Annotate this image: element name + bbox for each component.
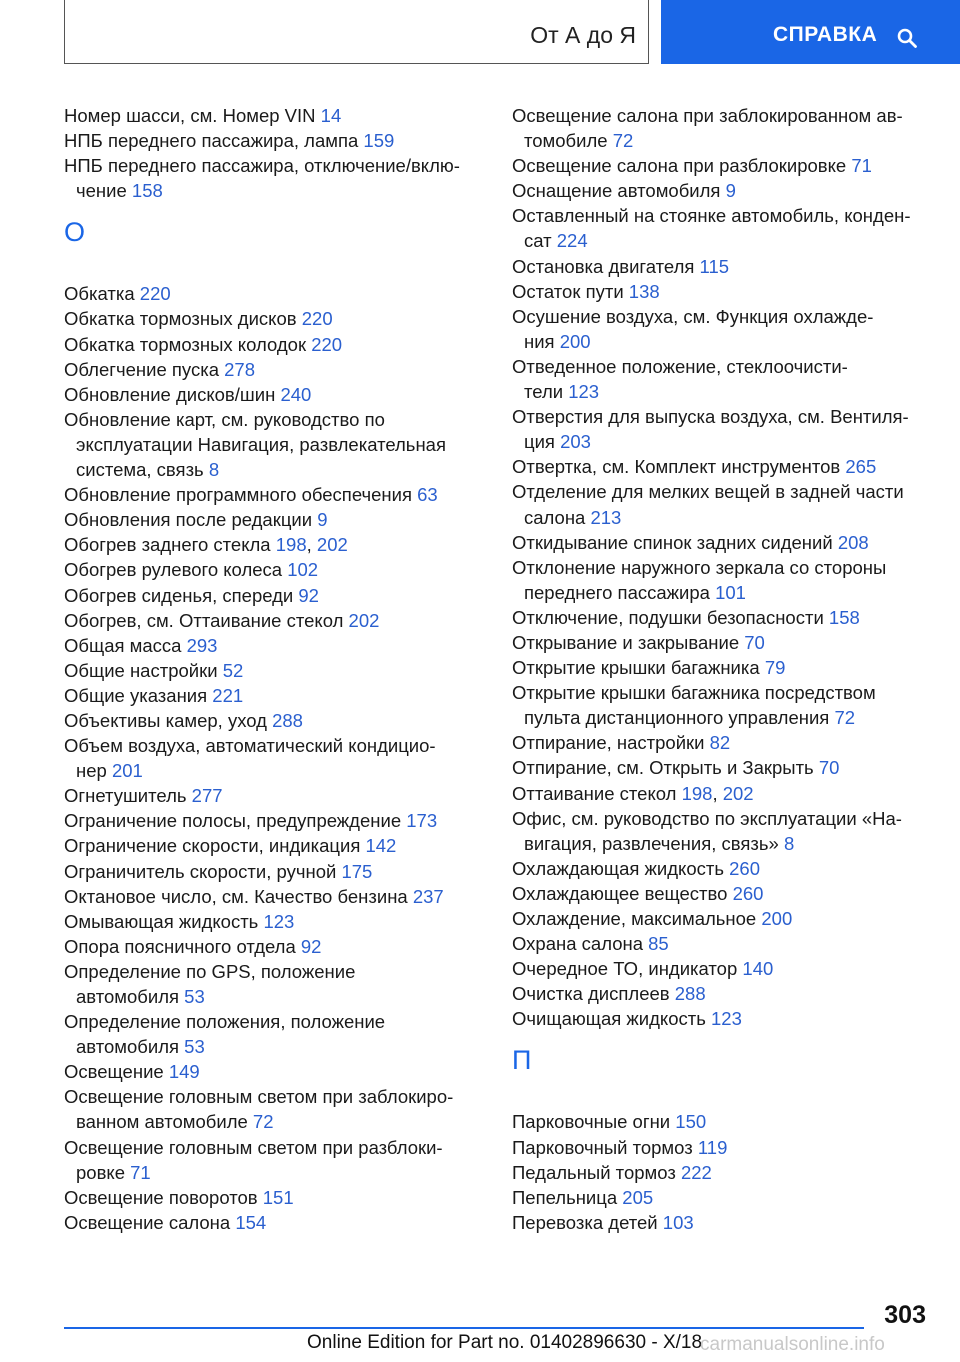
index-term: переднего пассажира xyxy=(524,581,710,603)
page-link[interactable]: 200 xyxy=(559,330,591,352)
footer-divider xyxy=(64,1327,864,1329)
index-entry xyxy=(512,1006,942,1031)
index-entry xyxy=(64,153,484,203)
index-term: эксплуатации Навигация, развлекательная xyxy=(76,433,446,455)
index-term: НПБ переднего пассажира, отключение/вклю- xyxy=(64,155,460,177)
index-entry xyxy=(64,357,484,382)
page-link[interactable]: 119 xyxy=(697,1136,728,1158)
index-term: Отпирание, настройки xyxy=(512,732,705,754)
page-link[interactable]: 208 xyxy=(837,531,869,553)
index-term: Обогрев сиденья, спереди xyxy=(64,584,294,606)
index-term: Охрана салона xyxy=(512,933,643,955)
page-link[interactable]: 70 xyxy=(818,757,840,779)
page-link[interactable]: 159 xyxy=(363,130,395,152)
index-entry xyxy=(512,203,942,253)
index-entry xyxy=(512,931,942,956)
page-link[interactable]: 220 xyxy=(139,283,171,305)
index-entry xyxy=(64,507,484,532)
index-term: Пепельница xyxy=(512,1186,618,1208)
index-term: Открывание и закрывание xyxy=(512,631,740,653)
index-entry xyxy=(64,1185,484,1210)
index-term: вигация, развлечения, связь» xyxy=(524,832,779,854)
page-link[interactable]: 92 xyxy=(300,935,322,957)
page-link[interactable]: 293 xyxy=(186,634,218,656)
index-term: нер xyxy=(76,760,107,782)
page-link[interactable]: 71 xyxy=(851,155,872,177)
index-entry xyxy=(512,655,942,680)
index-term: Перевозка детей xyxy=(512,1211,658,1233)
index-term: Определение по GPS, положение xyxy=(64,960,356,982)
page-link[interactable]: 63 xyxy=(417,484,438,506)
index-entry xyxy=(512,755,942,780)
index-term: система, связь xyxy=(76,459,204,481)
index-term: томобиле xyxy=(524,130,608,152)
index-term: Парковочный тормоз xyxy=(512,1136,693,1158)
index-entry xyxy=(512,981,942,1006)
index-term: Отклонение наружного зеркала со стороны xyxy=(512,556,887,578)
help-label: СПРАВКА xyxy=(773,23,878,46)
page-link[interactable]: 85 xyxy=(648,933,669,955)
page-link[interactable]: 92 xyxy=(298,584,319,606)
index-entry xyxy=(512,103,942,153)
index-term: Отделение для мелких вещей в задней части xyxy=(512,481,904,503)
page-link[interactable]: 8 xyxy=(208,459,220,481)
index-term: чение xyxy=(76,180,127,202)
page-link[interactable]: 240 xyxy=(280,383,312,405)
index-entry xyxy=(512,354,942,404)
index-term: ванном автомобиле xyxy=(76,1111,248,1133)
index-term: Облегчение пуска xyxy=(64,358,219,380)
index-term: Охлаждающая жидкость xyxy=(512,857,724,879)
index-entry xyxy=(64,128,484,153)
index-term: Освещение головным светом при заблокиро- xyxy=(64,1086,454,1108)
index-term: Обновление дисков/шин xyxy=(64,383,276,405)
index-term: Ограничение скорости, индикация xyxy=(64,835,361,857)
index-entry xyxy=(64,683,484,708)
index-term: Освещение головным светом при разблоки- xyxy=(64,1136,443,1158)
index-entry xyxy=(64,934,484,959)
index-term: тели xyxy=(524,381,564,403)
page-link[interactable]: 72 xyxy=(612,130,634,152)
index-term: Обогрев рулевого колеса xyxy=(64,559,283,581)
index-term: Объективы камер, уход xyxy=(64,709,267,731)
index-term: Охлаждающее вещество xyxy=(512,882,728,904)
index-entry xyxy=(64,482,484,507)
section-letter: О xyxy=(64,217,86,248)
index-entry xyxy=(512,856,942,881)
index-term: Октановое число, см. Качество бензина xyxy=(64,885,408,907)
index-term: Номер шасси, см. Номер VIN xyxy=(64,105,316,126)
index-entry xyxy=(64,608,484,633)
index-term: Омывающая жидкость xyxy=(64,910,259,932)
index-entry xyxy=(64,783,484,808)
index-term: ция xyxy=(524,431,555,453)
index-term: Общие указания xyxy=(64,684,208,706)
page-link[interactable]: 115 xyxy=(699,255,730,277)
index-entry xyxy=(512,605,942,630)
index-entry xyxy=(64,583,484,608)
index-entry xyxy=(64,103,484,128)
index-term: Открытие крышки багажника посредством xyxy=(512,682,876,704)
index-entry xyxy=(64,382,484,407)
page-link[interactable]: 123 xyxy=(711,1008,742,1030)
section-title: От А до Я xyxy=(530,22,636,48)
index-term: Ограничение полосы, предупреждение xyxy=(64,810,402,832)
page-link[interactable]: 52 xyxy=(222,659,244,681)
index-entry xyxy=(64,332,484,357)
index-term: Очищающая жидкость xyxy=(512,1008,706,1030)
index-entry xyxy=(64,1009,484,1059)
page-link[interactable]: 123 xyxy=(568,381,600,403)
index-term: Общие настройки xyxy=(64,659,218,681)
page-link[interactable]: 140 xyxy=(742,958,774,980)
page-link[interactable]: 198 xyxy=(275,534,307,556)
index-term: Оснащение автомобиля xyxy=(512,180,721,202)
page-link[interactable]: 158 xyxy=(131,180,163,202)
index-term: Определение положения, положение xyxy=(64,1011,386,1033)
page-link[interactable]: 200 xyxy=(761,908,793,929)
index-column-left xyxy=(64,103,484,1235)
index-term: Охлаждение, максимальное xyxy=(512,908,757,929)
page-link[interactable]: 205 xyxy=(622,1186,654,1208)
index-entry xyxy=(512,1210,942,1235)
index-entry xyxy=(64,306,484,331)
index-term: Обогрев, см. Оттаивание стекол xyxy=(64,609,344,631)
page-link[interactable]: 198 xyxy=(681,782,713,804)
index-entry: Обогрев заднего стекла 198, 202 xyxy=(64,534,348,556)
page-link[interactable]: 221 xyxy=(212,684,244,706)
page-link[interactable]: 154 xyxy=(235,1211,267,1233)
index-term: Обновления после редакции xyxy=(64,509,313,531)
page-link[interactable]: 220 xyxy=(311,333,343,355)
page-link[interactable]: 202 xyxy=(348,609,380,631)
index-term: Остановка двигателя xyxy=(512,255,695,277)
page-link[interactable]: 237 xyxy=(412,885,444,907)
page-link[interactable]: 201 xyxy=(111,760,143,782)
index-entry xyxy=(64,909,484,934)
index-entry xyxy=(64,1059,484,1084)
page-link[interactable]: 71 xyxy=(130,1161,151,1183)
index-entry xyxy=(64,833,484,858)
index-term: салона xyxy=(524,506,586,528)
index-entry xyxy=(512,404,942,454)
index-term: Отключение, подушки безопасности xyxy=(512,606,824,628)
index-term: Оставленный на стоянке автомобиль, конден- xyxy=(512,205,911,227)
search-icon[interactable] xyxy=(897,28,917,48)
index-entry xyxy=(64,959,484,1009)
page-link[interactable]: 203 xyxy=(560,431,591,453)
index-term: Ограничитель скорости, ручной xyxy=(64,860,337,882)
index-entry xyxy=(512,178,942,203)
index-term: ния xyxy=(524,330,555,352)
index-term: НПБ переднего пассажира, лампа xyxy=(64,130,359,152)
index-term: сат xyxy=(524,230,552,252)
section-letter: П xyxy=(512,1045,532,1076)
page-link[interactable]: 260 xyxy=(729,857,760,879)
page-link[interactable]: 8 xyxy=(783,832,795,854)
index-term: Отвертка, см. Комплект инструментов xyxy=(512,456,841,478)
index-entry xyxy=(512,806,942,856)
index-term: Обновление карт, см. руководство по xyxy=(64,408,385,430)
page-link[interactable]: 202 xyxy=(316,534,348,556)
index-term: Отпирание, см. Открыть и Закрыть xyxy=(512,757,814,779)
index-term: Обновление программного обеспечения xyxy=(64,484,412,506)
index-entry xyxy=(512,479,942,529)
index-term: Остаток пути xyxy=(512,280,624,302)
page-link[interactable]: 265 xyxy=(845,456,877,478)
index-column-right xyxy=(512,103,942,1235)
index-term: Отведенное положение, стеклоочисти- xyxy=(512,355,848,377)
index-entry xyxy=(512,254,942,279)
page-link[interactable]: 9 xyxy=(725,180,736,202)
page-link[interactable]: 224 xyxy=(556,230,588,252)
index-entry xyxy=(64,281,484,306)
index-term: Открытие крышки багажника xyxy=(512,657,760,679)
header-section-tab[interactable] xyxy=(64,0,649,64)
index-entry xyxy=(512,1109,942,1134)
index-term: автомобиля xyxy=(76,986,180,1007)
index-entry xyxy=(512,279,942,304)
index-term: Очистка дисплеев xyxy=(512,983,670,1005)
index-entry xyxy=(512,630,942,655)
index-entry xyxy=(64,1084,484,1134)
index-entry xyxy=(512,304,942,354)
index-term: Осушение воздуха, см. Функция охлажде- xyxy=(512,305,874,327)
page-link[interactable]: 79 xyxy=(764,657,786,679)
index-term: Оттаивание стекол xyxy=(512,782,677,804)
page-link[interactable]: 158 xyxy=(828,606,860,628)
index-entry xyxy=(64,808,484,833)
page-link[interactable]: 173 xyxy=(406,810,438,832)
page-link[interactable]: 222 xyxy=(680,1161,712,1183)
index-term: Обогрев заднего стекла xyxy=(64,534,271,556)
index-term: Освещение поворотов xyxy=(64,1186,258,1208)
page-link[interactable]: 202 xyxy=(722,782,754,804)
page-link[interactable]: 53 xyxy=(184,986,205,1007)
page-link[interactable]: 72 xyxy=(252,1111,274,1133)
index-term: автомобиля xyxy=(76,1036,180,1058)
page-link[interactable]: 70 xyxy=(744,631,765,653)
index-entry xyxy=(512,454,942,479)
page-link[interactable]: 213 xyxy=(590,506,622,528)
index-entry xyxy=(64,633,484,658)
index-entry xyxy=(64,884,484,909)
index-entry xyxy=(64,708,484,733)
page-link[interactable]: 9 xyxy=(317,509,328,531)
index-entry xyxy=(512,881,942,906)
index-entry xyxy=(512,153,942,178)
page-link[interactable]: 138 xyxy=(628,280,660,302)
page-link[interactable]: 220 xyxy=(301,308,333,330)
page-link[interactable]: 278 xyxy=(224,358,256,380)
index-entry: Оттаивание стекол 198, 202 xyxy=(512,782,754,804)
index-entry xyxy=(64,407,484,482)
page-link[interactable]: 142 xyxy=(365,835,397,857)
index-entry xyxy=(512,1185,942,1210)
index-term: Откидывание спинок задних сидений xyxy=(512,531,833,553)
watermark-text: carmanualsonline.info xyxy=(700,1334,885,1355)
page-link[interactable]: 53 xyxy=(184,1036,205,1058)
index-term: Офис, см. руководство по эксплуатации «На- xyxy=(512,807,902,829)
page-link[interactable]: 149 xyxy=(168,1061,200,1083)
index-term: Парковочные огни xyxy=(512,1111,671,1133)
page-link[interactable]: 260 xyxy=(732,882,764,904)
index-entry xyxy=(512,1160,942,1185)
index-term: Обкатка xyxy=(64,283,135,305)
page-link[interactable]: 101 xyxy=(715,581,746,603)
index-entry xyxy=(64,1210,484,1235)
index-term: Освещение салона при разблокировке xyxy=(512,155,847,177)
page-link[interactable]: 14 xyxy=(320,105,342,126)
index-entry xyxy=(512,680,942,730)
edition-text: Online Edition for Part no. 01402896630 - X/18 xyxy=(307,1332,703,1353)
page-link[interactable]: 82 xyxy=(709,732,731,754)
page-link[interactable]: 277 xyxy=(191,785,223,807)
index-term: Общая масса xyxy=(64,634,182,656)
index-term: Обкатка тормозных дисков xyxy=(64,308,297,330)
index-term: Освещение салона при заблокированном ав- xyxy=(512,105,903,126)
index-term: пульта дистанционного управления xyxy=(524,707,830,729)
index-term: Огнетушитель xyxy=(64,785,187,807)
index-term: Обкатка тормозных колодок xyxy=(64,333,307,355)
index-term: Отверстия для выпуска воздуха, см. Вентиля- xyxy=(512,406,909,428)
index-entry xyxy=(512,730,942,755)
index-term: Опора поясничного отдела xyxy=(64,935,296,957)
page-link[interactable]: 288 xyxy=(272,709,303,731)
page-link[interactable]: 72 xyxy=(834,707,856,729)
page-link[interactable]: 175 xyxy=(341,860,373,882)
index-term: ровке xyxy=(76,1161,125,1183)
page-number: 303 xyxy=(884,1301,926,1329)
page-link[interactable]: 123 xyxy=(263,910,295,932)
index-entry xyxy=(64,1135,484,1185)
page-link[interactable]: 288 xyxy=(674,983,706,1005)
help-button[interactable] xyxy=(661,0,960,64)
index-entry xyxy=(512,1135,942,1160)
index-entry xyxy=(64,658,484,683)
index-term: Объем воздуха, автоматический кондицио- xyxy=(64,735,436,757)
index-entry xyxy=(512,906,942,931)
index-term: Педальный тормоз xyxy=(512,1161,676,1183)
index-entry xyxy=(64,733,484,783)
page-link[interactable]: 150 xyxy=(675,1111,707,1133)
index-term: Освещение xyxy=(64,1061,164,1083)
index-entry xyxy=(64,859,484,884)
index-term: Очередное ТО, индикатор xyxy=(512,958,738,980)
index-entry xyxy=(512,555,942,605)
page-link[interactable]: 151 xyxy=(262,1186,294,1208)
page-link[interactable]: 102 xyxy=(287,559,319,581)
index-entry xyxy=(512,956,942,981)
index-entry xyxy=(512,530,942,555)
page-link[interactable]: 103 xyxy=(662,1211,694,1233)
index-entry xyxy=(64,557,484,582)
index-term: Освещение салона xyxy=(64,1211,231,1233)
